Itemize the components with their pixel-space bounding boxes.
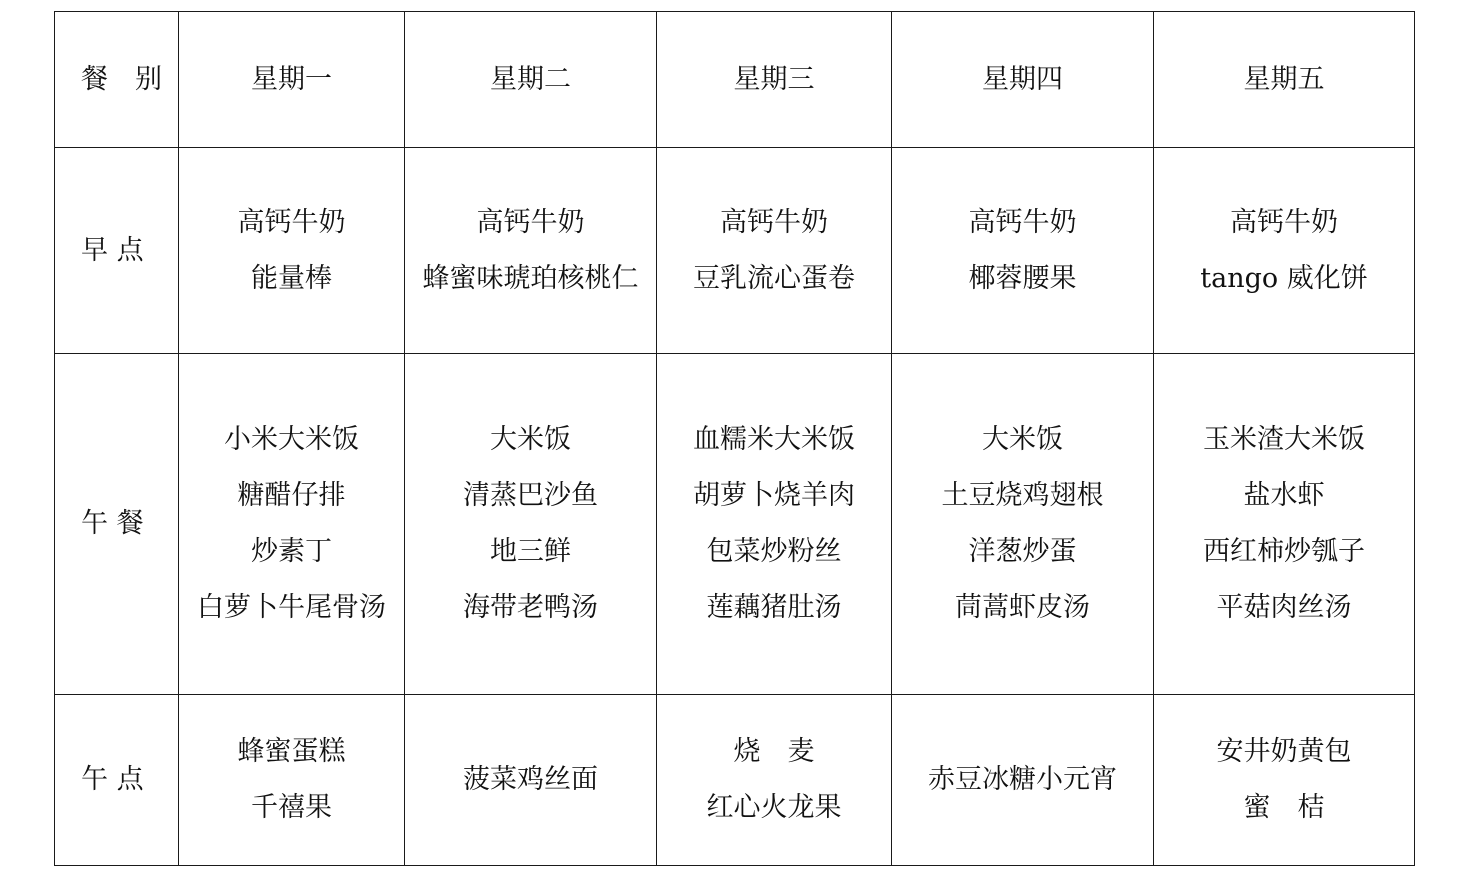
- menu-item: 豆乳流心蛋卷: [693, 262, 855, 294]
- snack-cell-friday: [1154, 695, 1415, 866]
- day-header-tuesday: 星期二: [405, 12, 657, 148]
- menu-item: 平菇肉丝汤: [1216, 592, 1352, 623]
- menu-item: 安井奶黄包: [1216, 736, 1352, 767]
- menu-item: 小米大米饭: [224, 424, 359, 455]
- meal-label-lunch: 午 餐: [55, 354, 179, 695]
- menu-item: 白萝卜牛尾骨汤: [197, 592, 386, 623]
- menu-item: 洋葱炒蛋: [968, 536, 1077, 567]
- weekly-menu-table: [54, 11, 1415, 866]
- breakfast-cell-wednesday: [657, 148, 892, 354]
- menu-item: 玉米渣大米饭: [1203, 424, 1365, 455]
- menu-item: 高钙牛奶: [476, 206, 585, 238]
- lunch-cell-monday: [179, 354, 405, 695]
- snack-cell-monday: [179, 695, 405, 866]
- menu-item: 菠菜鸡丝面: [463, 764, 598, 795]
- menu-item: 大米饭: [982, 424, 1063, 455]
- meal-label-breakfast: 早 点: [55, 148, 179, 354]
- day-header-wednesday: 星期三: [657, 12, 892, 148]
- menu-item: 大米饭: [490, 424, 571, 455]
- menu-item: 烧 麦: [733, 736, 815, 767]
- breakfast-cell-thursday: [892, 148, 1154, 354]
- breakfast-cell-friday: [1154, 148, 1415, 354]
- menu-item: 椰蓉腰果: [968, 262, 1077, 294]
- meal-label-afternoon-snack: 午 点: [55, 695, 179, 866]
- menu-item: 蜂蜜蛋糕: [237, 736, 346, 767]
- menu-item: 能量棒: [251, 262, 332, 294]
- lunch-cell-tuesday: [405, 354, 657, 695]
- menu-item: 莲藕猪肚汤: [706, 592, 842, 623]
- menu-item: 炒素丁: [251, 536, 332, 567]
- menu-item: 高钙牛奶: [1230, 206, 1338, 238]
- menu-item: 红心火龙果: [706, 792, 842, 823]
- menu-item: 高钙牛奶: [720, 206, 828, 238]
- day-header-thursday: 星期四: [892, 12, 1154, 148]
- lunch-cell-thursday: [892, 354, 1154, 695]
- menu-item: 赤豆冰糖小元宵: [928, 764, 1117, 795]
- breakfast-cell-monday: [179, 148, 405, 354]
- menu-item: 包菜炒粉丝: [706, 536, 842, 567]
- menu-item: 土豆烧鸡翅根: [941, 480, 1104, 511]
- menu-item: 高钙牛奶: [237, 206, 346, 238]
- menu-item: 盐水虾: [1243, 480, 1325, 511]
- menu-item: 千禧果: [251, 792, 332, 823]
- menu-item: 地三鲜: [490, 536, 571, 567]
- breakfast-cell-tuesday: [405, 148, 657, 354]
- menu-item: tango 威化饼: [1200, 262, 1368, 294]
- menu-item: 茼蒿虾皮汤: [955, 592, 1090, 623]
- menu-item: 西红柿炒瓠子: [1203, 536, 1365, 567]
- menu-item: 血糯米大米饭: [693, 424, 855, 455]
- snack-cell-wednesday: [657, 695, 892, 866]
- header-row: [55, 12, 1415, 148]
- day-header-friday: 星期五: [1154, 12, 1415, 148]
- menu-item: 高钙牛奶: [968, 206, 1077, 238]
- menu-item: 蜜 桔: [1243, 792, 1325, 823]
- day-header-monday: 星期一: [179, 12, 405, 148]
- meal-column-header: 餐 别: [55, 12, 179, 148]
- menu-item: 糖醋仔排: [237, 480, 346, 511]
- menu-item: 蜂蜜味琥珀核桃仁: [422, 262, 639, 294]
- menu-item: 胡萝卜烧羊肉: [693, 480, 855, 511]
- snack-cell-tuesday: [405, 695, 657, 866]
- menu-item: 清蒸巴沙鱼: [463, 480, 598, 511]
- lunch-cell-wednesday: [657, 354, 892, 695]
- lunch-cell-friday: [1154, 354, 1415, 695]
- menu-item: 海带老鸭汤: [463, 592, 598, 623]
- breakfast-row: [55, 148, 1415, 354]
- lunch-row: [55, 354, 1415, 695]
- afternoon-snack-row: [55, 695, 1415, 866]
- snack-cell-thursday: [892, 695, 1154, 866]
